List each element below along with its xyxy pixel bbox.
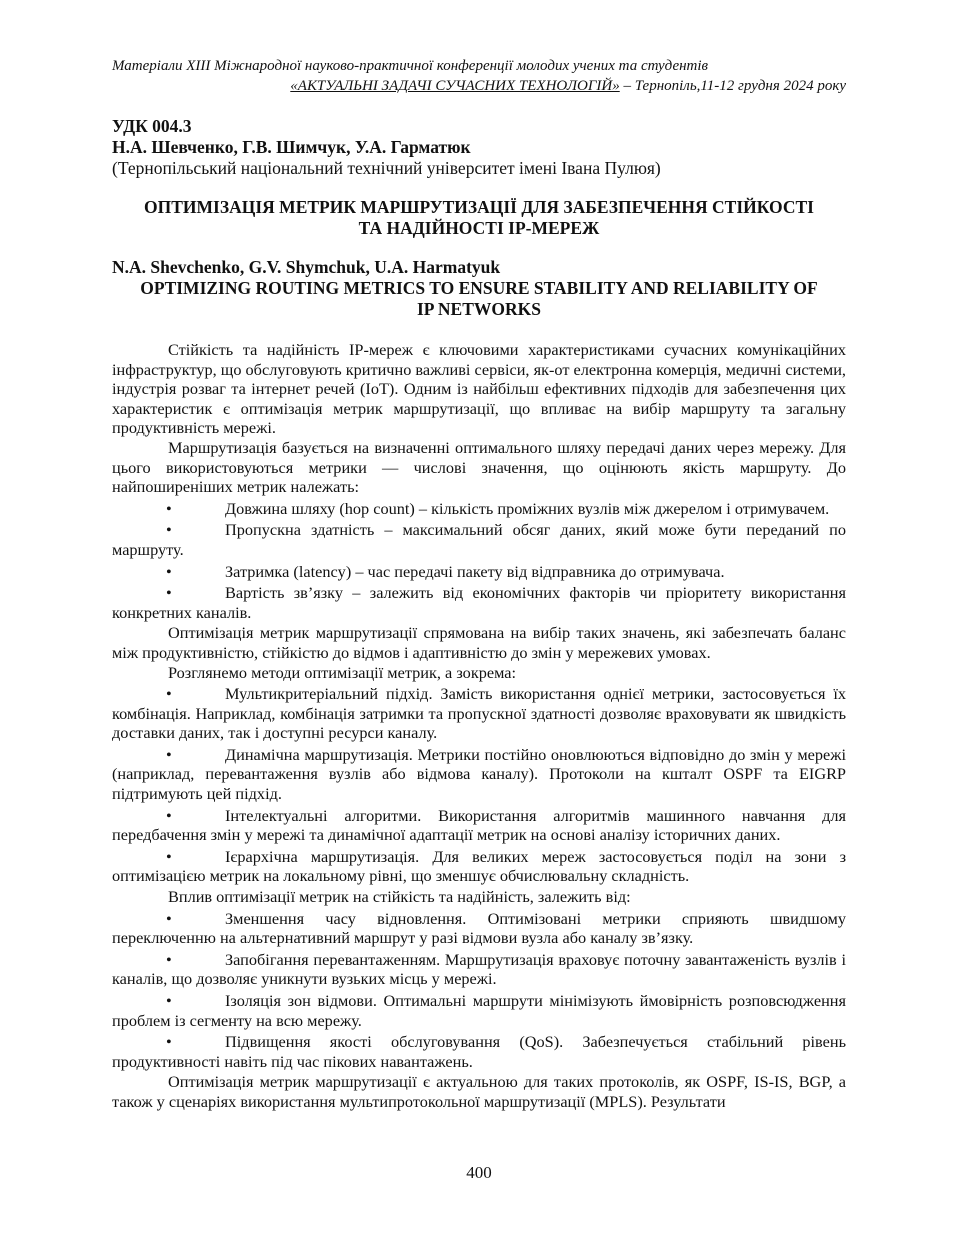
bullet-item <box>112 684 846 743</box>
bullet-item <box>112 520 846 559</box>
bullet-marker: • <box>166 561 172 581</box>
bullet-marker: • <box>166 1032 172 1052</box>
conference-header-line1: Матеріали XIІІ Міжнародної науково-практичної конференції молодих учених та студентів <box>112 58 709 74</box>
article-body <box>112 340 846 1112</box>
bullet-text: Довжина шляху (hop count) – кількість проміжних вузлів між джерелом і отримувачем. <box>225 498 830 518</box>
bullet-item <box>112 991 846 1030</box>
bullet-marker: • <box>166 520 172 540</box>
bullet-item <box>112 806 846 845</box>
bullet-marker: • <box>166 846 172 866</box>
bullet-item <box>112 1032 846 1071</box>
page-number: 400 <box>466 1163 492 1182</box>
bullet-marker: • <box>166 949 172 969</box>
udk-code: УДК 004.3 <box>112 116 192 136</box>
bullet-text: Динамічна маршрутизація. Метрики постійно оновлюються відповідно до змін у мережі (наприклад, перевантаження вузлів або відмова каналу). Протоколи на кшталт OSPF та EIGRP підтримують цей підхід. <box>112 744 846 804</box>
bullet-text: Запобігання перевантаженням. Маршрутизація враховує поточну завантаженість вузлів і каналів, що дозволяє уникнути вузьких місць у мережі. <box>112 949 846 989</box>
bullet-text: Підвищення якості обслуговування (QoS). Забезпечується стабільний рівень продуктивності навіть під час пікових навантажень. <box>112 1032 846 1071</box>
paragraph: Розглянемо методи оптимізації метрик, а зокрема: <box>168 662 517 682</box>
bullet-text: Мультикритеріальний підхід. Замість використання однієї метрики, застосовується їх комбінація. Наприклад, комбінація затримки та пропускної здатності дозволяє враховувати як швидкість доставки даних, так і доступні ресурси каналу. <box>112 684 846 743</box>
article-content <box>112 116 846 1112</box>
paragraph: Вплив оптимізації метрик на стійкість та надійність, залежить від: <box>168 887 631 907</box>
bullet-text: Ієрархічна маршрутизація. Для великих мереж застосовується поділ на зони з оптимізацією метрик на локальному рівні, що зменшує обчислювальну складність. <box>112 846 846 886</box>
bullet-item <box>112 745 846 804</box>
bullet-text: Інтелектуальні алгоритми. Використання алгоритмів машинного навчання для передбачення змін у мережі та динамічної адаптації метрик на основі аналізу історичних даних. <box>112 805 846 845</box>
bullet-item <box>112 562 846 582</box>
title-ua-line: ОПТИМІЗАЦІЯ МЕТРИК МАРШРУТИЗАЦІЇ ДЛЯ ЗАБЕЗПЕЧЕННЯ СТІЙКОСТІ <box>144 197 814 217</box>
bullet-text: Зменшення часу відновлення. Оптимізовані метрики сприяють швидшому переключенню на альтернативний маршрут у разі відмови вузла або каналу зв’язку. <box>112 908 846 948</box>
bullet-marker: • <box>166 805 172 825</box>
paragraph: Оптимізація метрик маршрутизації є актуальною для таких протоколів, як OSPF, IS-IS, BGP, а також у сценаріях використання мультипротокольної маршрутизації (MPLS). Результати <box>112 1072 846 1111</box>
bullet-marker: • <box>166 991 172 1010</box>
paragraph: Оптимізація метрик маршрутизації спрямована на вибір таких значень, які забезпечать баланс між продуктивністю, стійкістю до відмов і адаптивністю до змін у мережевих умовах. <box>112 623 846 662</box>
bullet-text: Ізоляція зон відмови. Оптимальні маршрути мінімізують ймовірність розповсюдження проблем із сегменту на всю мережу. <box>112 991 846 1030</box>
bullet-item <box>112 499 846 519</box>
bullet-text: Вартість зв’язку – залежить від економічних факторів чи пріоритету використання конкретних каналів. <box>112 583 846 622</box>
title-en-line: OPTIMIZING ROUTING METRICS TO ENSURE STABILITY AND RELIABILITY OF <box>140 278 818 298</box>
conference-place-date: – Тернопіль,11-12 грудня 2024 року <box>619 78 846 94</box>
conference-header <box>112 56 846 96</box>
bullet-marker: • <box>166 684 172 704</box>
bullet-item <box>112 847 846 886</box>
paragraph: Стійкість та надійність IP-мереж є ключовими характеристиками сучасних комунікаційних інфраструктур, що обслуговують критично важливі сервіси, як-от електронна комерція, медичні системи, індустрія розваг та інтернет речей (IoT). Одним із найбільш ефективних підходів для забезпечення цих характеристик є оптимізація метрик маршрутизації, що впливає на вибір маршруту та загальну продуктивність мережі. <box>112 340 846 438</box>
conference-name: «АКТУАЛЬНІ ЗАДАЧІ СУЧАСНИХ ТЕХНОЛОГІЙ» <box>290 78 620 94</box>
bullet-marker: • <box>166 583 172 603</box>
bullet-marker: • <box>166 498 172 518</box>
bullet-marker: • <box>166 908 172 928</box>
bullet-text: Затримка (latency) – час передачі пакету від відправника до отримувача. <box>225 561 725 581</box>
bullet-text: Пропускна здатність – максимальний обсяг даних, який може бути переданий по маршруту. <box>112 520 846 559</box>
bullet-item <box>112 950 846 989</box>
title-ua-line: ТА НАДІЙНОСТІ IP-МЕРЕЖ <box>358 218 600 238</box>
authors-en: N.A. Shevchenko, G.V. Shymchuk, U.A. Harmatyuk <box>112 257 501 277</box>
authors-ua: Н.А. Шевченко, Г.В. Шимчук, У.А. Гарматюк <box>112 137 471 157</box>
bullet-item <box>112 909 846 948</box>
title-en-line: IP NETWORKS <box>417 299 541 319</box>
article-title-ua <box>112 197 846 239</box>
bullet-marker: • <box>166 744 172 764</box>
conference-header-line2 <box>112 76 846 96</box>
affiliation: (Тернопільський національний технічний університет імені Івана Пулюя) <box>112 158 661 178</box>
article-title-en <box>112 278 846 320</box>
bullet-item <box>112 583 846 622</box>
paragraph: Маршрутизація базується на визначенні оптимального шляху передачі даних через мережу. Для цього використовуються метрики — числові значення, що оцінюють якість маршруту. До найпоширеніших метрик належать: <box>112 437 846 497</box>
